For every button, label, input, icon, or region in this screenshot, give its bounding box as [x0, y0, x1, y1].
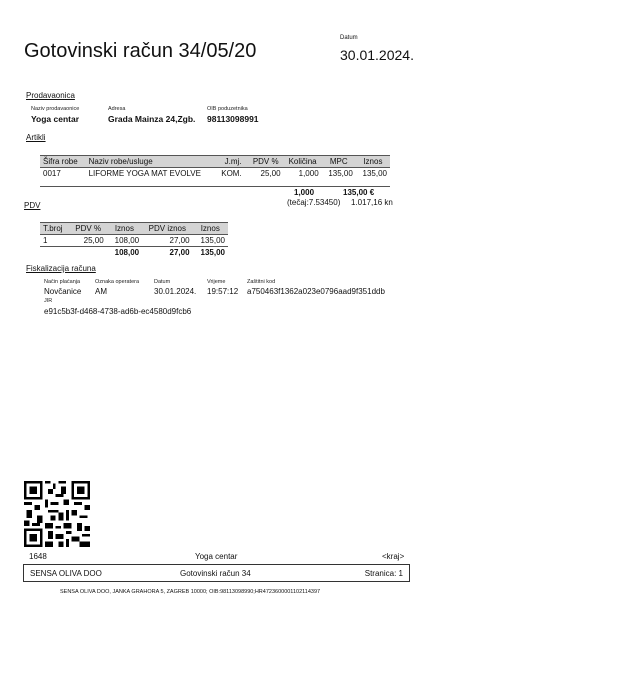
footer-box [23, 564, 410, 582]
vat-header-row [40, 223, 228, 235]
footer-page-number: Stranica: 1 [364, 569, 403, 578]
vat-table [40, 222, 228, 258]
date-label: Datum [340, 35, 358, 41]
cell-vat-rate: 25,00 [83, 236, 104, 245]
vat-section-title: PDV [24, 201, 41, 210]
col-header: PDV % [248, 156, 284, 168]
jir-value: e91c5b3f-d468-4738-ad6b-ec4580d9fcb6 [44, 307, 192, 316]
vat-total-base: 108,00 [107, 247, 142, 259]
cell-vat-amount: 27,00 [169, 236, 190, 245]
cell-base: 108,00 [114, 236, 140, 245]
items-total-qty: 1,000 [294, 188, 315, 197]
fiscal-date-value: 30.01.2024. [154, 287, 197, 296]
footer-address-line: SENSA OLIVA DOO, JANKA GRAHORA 5, ZAGREB 10000; OIB:98113098990;HR4723600001102114397 [60, 589, 321, 595]
vat-totals-row [40, 247, 228, 259]
operator-value: AM [95, 287, 107, 296]
bottom-store-name: Yoga centar [195, 552, 238, 561]
col-header: Iznos [193, 223, 228, 235]
items-total-kn: 1.017,16 kn [351, 198, 393, 207]
cell-unit: KOM. [221, 169, 242, 178]
items-total-divider [40, 186, 390, 187]
protection-code-label: Zaštitni kod [247, 279, 276, 285]
col-header: Naziv robe/usluge [86, 156, 219, 168]
cell-total: 135,00 [200, 236, 225, 245]
jir-label: JIR [44, 298, 53, 304]
col-header: MPC [322, 156, 356, 168]
cell-name: LIFORME YOGA MAT EVOLVE [88, 169, 201, 178]
exchange-rate-note: (tečaj:7.53450) [287, 198, 341, 207]
time-label: Vrijeme [207, 279, 226, 285]
footer-document-name: Gotovinski račun 34 [180, 569, 251, 578]
col-header: Količina [284, 156, 322, 168]
col-header: J.mj. [218, 156, 248, 168]
vat-total-amount: 135,00 [193, 247, 228, 259]
seller-oib: 98113098991 [207, 114, 259, 124]
fiscal-date-label: Datum [154, 279, 171, 285]
footer-company: SENSA OLIVA DOO [30, 569, 102, 578]
table-row [40, 235, 228, 247]
qr-code-icon [24, 481, 90, 547]
items-table [40, 155, 390, 179]
items-header-row [40, 156, 390, 168]
end-marker: <kraj> [382, 552, 405, 561]
col-header: T.broj [40, 223, 70, 235]
table-row [40, 168, 390, 180]
seller-address-label: Adresa [108, 106, 126, 112]
seller-address: Grada Mainza 24,Zgb. [108, 114, 196, 124]
operator-label: Oznaka operatera [95, 279, 140, 285]
payment-value: Novčanice [44, 287, 82, 296]
payment-label: Način plaćanja [44, 279, 81, 285]
seller-name: Yoga centar [31, 114, 80, 124]
cell-price: 135,00 [328, 169, 353, 178]
items-total-amount: 135,00 € [343, 188, 375, 197]
seller-name-label: Naziv prodavaonice [31, 106, 80, 112]
document-title: Gotovinski račun 34/05/20 [24, 40, 257, 62]
seller-oib-label: OIB poduzetnika [207, 106, 248, 112]
cell-number: 1 [43, 236, 48, 245]
col-header: PDV % [70, 223, 107, 235]
receipt-number: 1648 [29, 552, 47, 561]
time-value: 19:57:12 [207, 287, 239, 296]
cell-amount: 135,00 [362, 169, 387, 178]
seller-section-title: Prodavaonica [26, 91, 75, 100]
col-header: Šifra robe [40, 156, 86, 168]
cell-qty: 1,000 [298, 169, 319, 178]
col-header: Iznos [356, 156, 390, 168]
vat-total-vat: 27,00 [142, 247, 192, 259]
col-header: Iznos [107, 223, 142, 235]
date-value: 30.01.2024. [340, 47, 414, 63]
cell-code: 0017 [43, 169, 61, 178]
fiscal-section-title: Fiskalizacija računa [26, 264, 96, 273]
protection-code-value: a750463f1362a023e0796aad9f351ddb [247, 287, 385, 296]
items-section-title: Artikli [26, 133, 46, 142]
col-header: PDV iznos [142, 223, 192, 235]
cell-vat: 25,00 [260, 169, 281, 178]
